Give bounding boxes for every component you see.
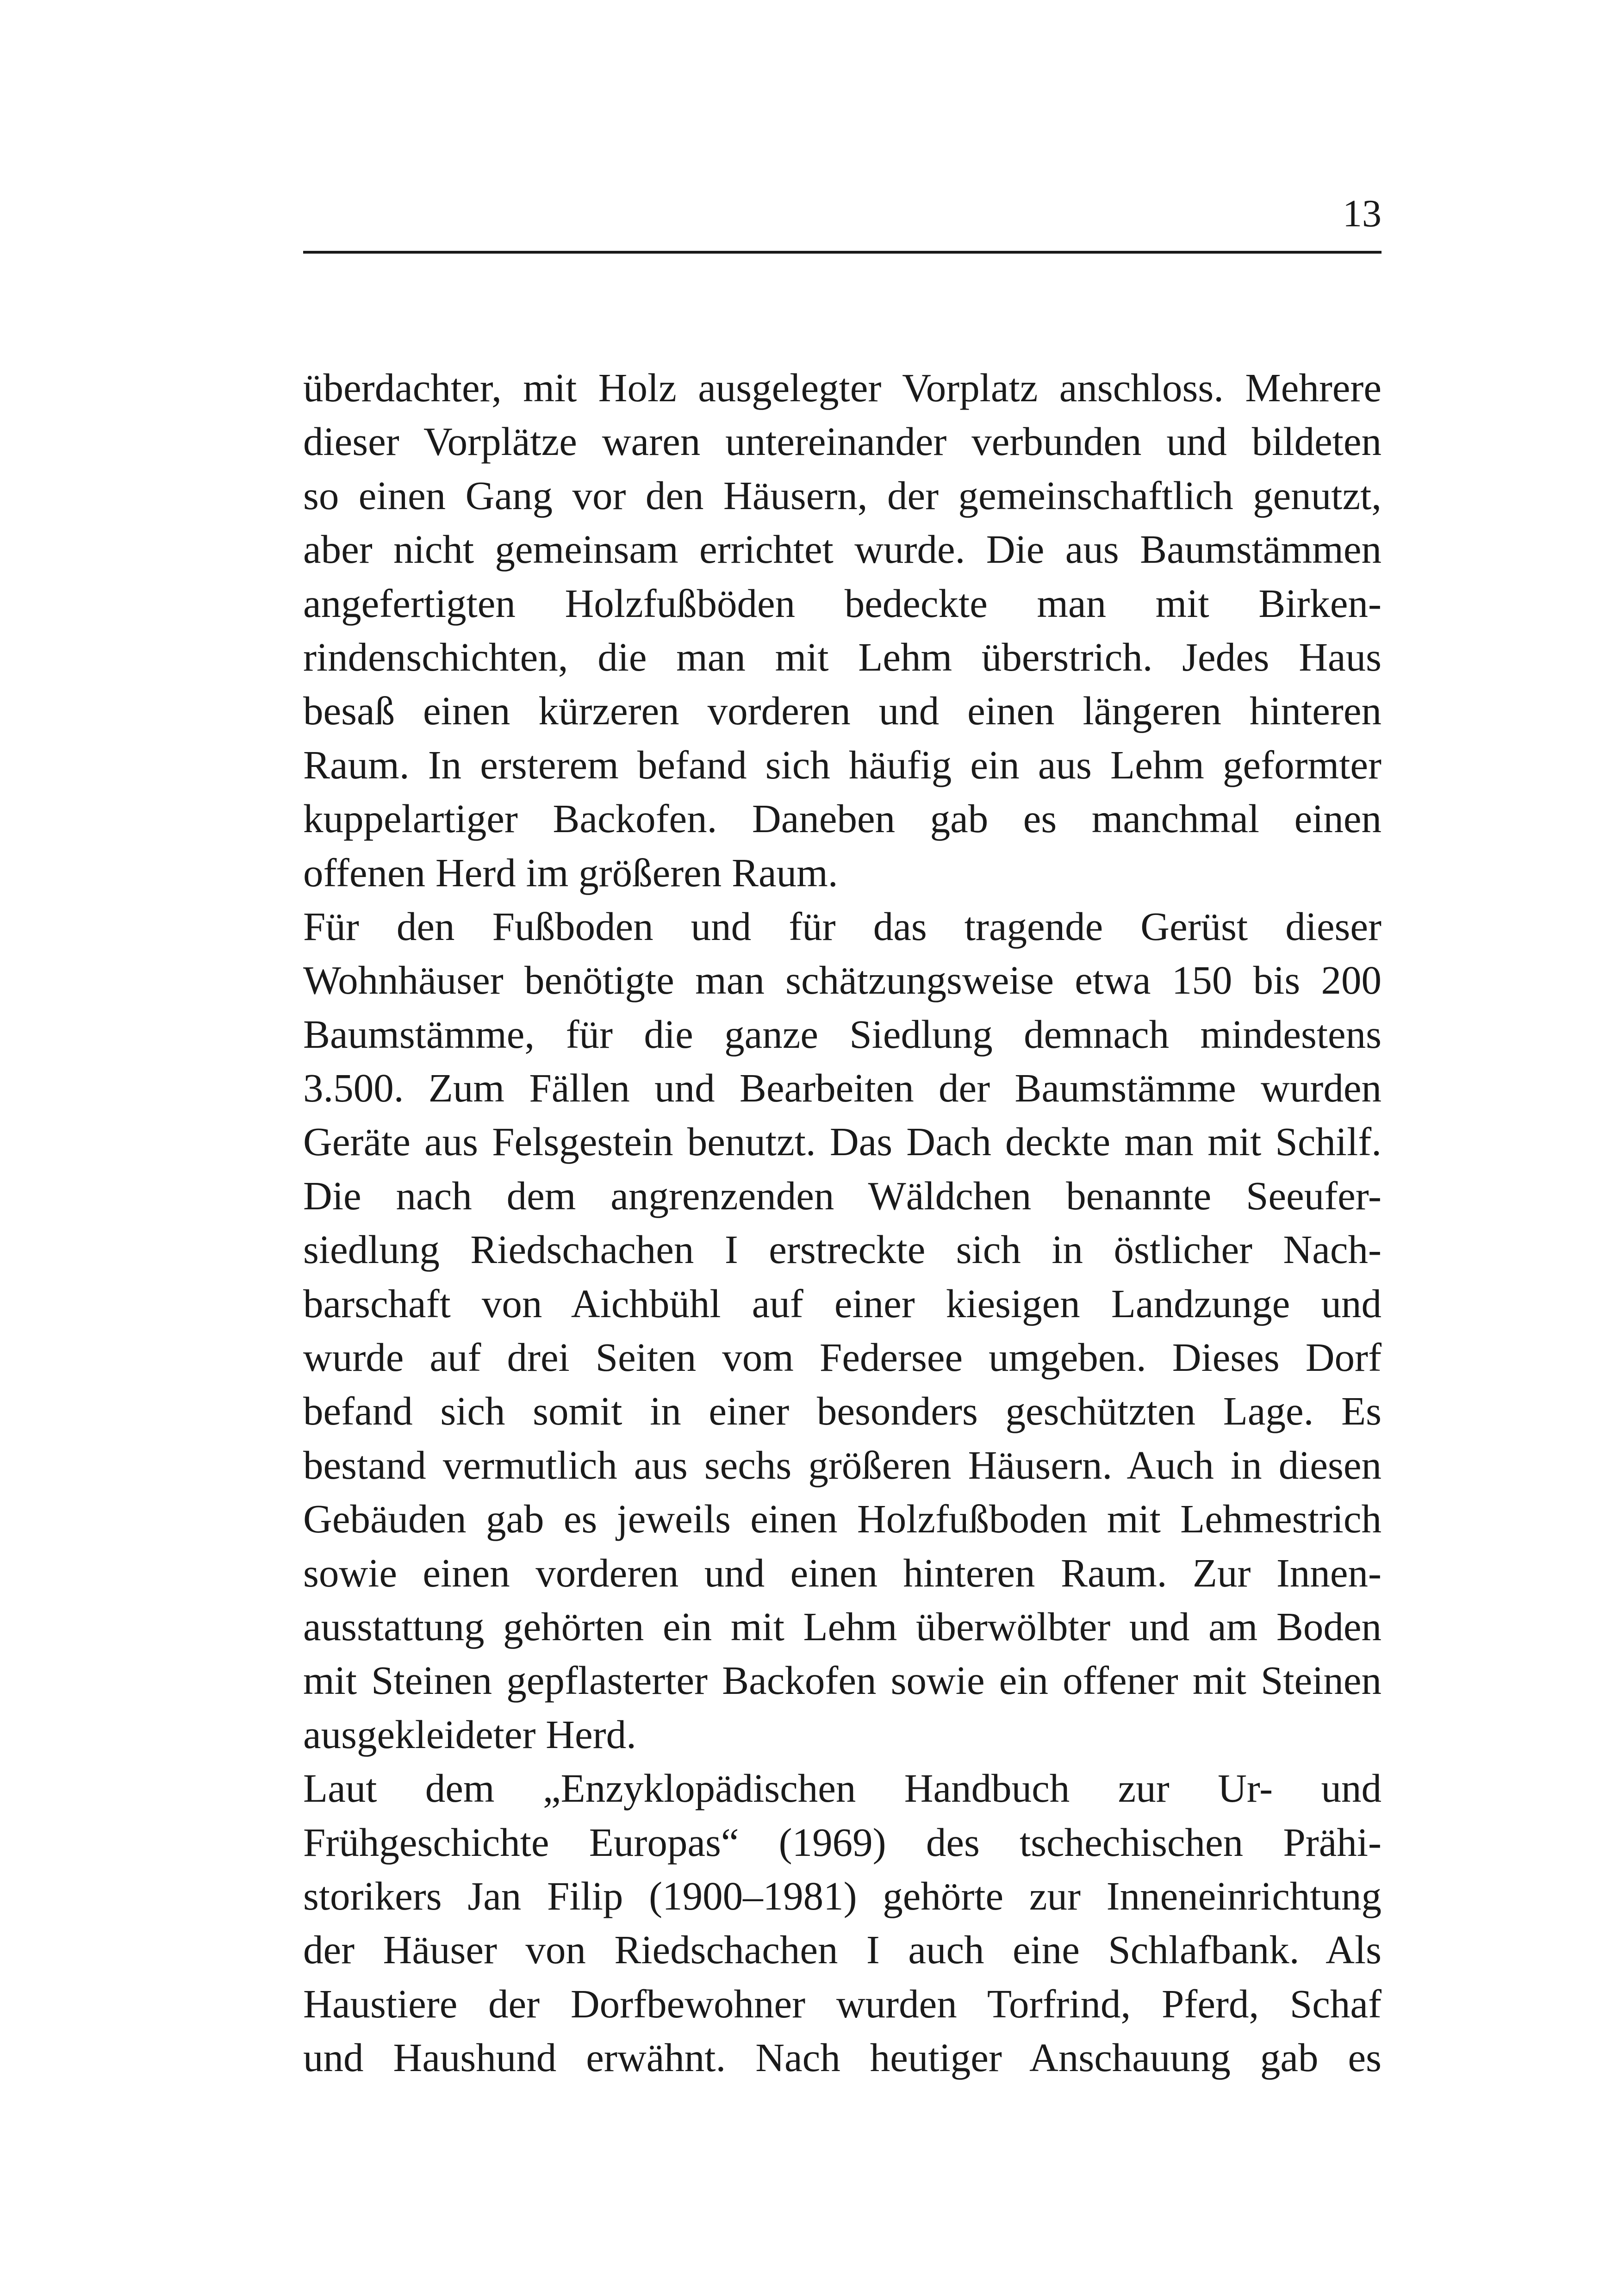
text-line: 3.500. Zum Fällen und Bearbeiten der Baumstämme wurden [303,1065,1382,1111]
text-line: ausstattung gehörten ein mit Lehm überwölbter und am Boden [303,1604,1382,1649]
text-line: ausgekleideter Herd. [303,1711,636,1757]
header-rule [303,251,1382,254]
text-line: Geräte aus Felsgestein benutzt. Das Dach deckte man mit Schilf. [303,1119,1382,1164]
page-number: 13 [1343,192,1382,235]
text-line: so einen Gang vor den Häusern, der gemeinschaftlich genutzt, [303,473,1382,518]
text-line: angefertigten Holzfußböden bedeckte man mit Birken- [303,580,1382,626]
text-line: und Haushund erwähnt. Nach heutiger Anschauung gab es [303,2035,1382,2080]
text-line: Gebäuden gab es jeweils einen Holzfußboden mit Lehmestrich [303,1496,1382,1542]
text-line: Haustiere der Dorfbewohner wurden Torfrind, Pferd, Schaf [303,1981,1382,2026]
text-line: aber nicht gemeinsam errichtet wurde. Die aus Baumstämmen [303,527,1382,572]
text-line: barschaft von Aichbühl auf einer kiesigen Landzunge und [303,1281,1382,1326]
text-line: Laut dem „Enzyklopädischen Handbuch zur Ur- und [303,1766,1382,1811]
text-line: storikers Jan Filip (1900–1981) gehörte zur Inneneinrichtung [303,1873,1382,1918]
text-line: rindenschichten, die man mit Lehm überstrich. Jedes Haus [303,634,1382,679]
text-line: sowie einen vorderen und einen hinteren Raum. Zur Innen- [303,1550,1382,1595]
text-line: mit Steinen gepflasterter Backofen sowie ein offener mit Steinen [303,1658,1382,1703]
text-line: Frühgeschichte Europas“ (1969) des tschechischen Prähi- [303,1819,1382,1865]
text-line: überdachter, mit Holz ausgelegter Vorplatz anschloss. Mehrere [303,365,1382,410]
text-line: siedlung Riedschachen I erstreckte sich in östlicher Nach- [303,1227,1382,1272]
text-line: Raum. In ersterem befand sich häufig ein aus Lehm geformter [303,742,1382,787]
text-line: Die nach dem angrenzenden Wäldchen benannte Seeufer- [303,1173,1382,1218]
text-line: kuppelartiger Backofen. Daneben gab es manchmal einen [303,796,1382,841]
text-line: besaß einen kürzeren vorderen und einen längeren hinteren [303,688,1382,734]
text-line: bestand vermutlich aus sechs größeren Häusern. Auch in diesen [303,1442,1382,1487]
text-line: offenen Herd im größeren Raum. [303,850,838,895]
text-line: der Häuser von Riedschachen I auch eine Schlafbank. Als [303,1927,1382,1972]
body-text [303,361,1382,2085]
text-line: wurde auf drei Seiten vom Federsee umgeben. Dieses Dorf [303,1335,1382,1380]
text-line: Baumstämme, für die ganze Siedlung demnach mindestens [303,1011,1382,1057]
text-line: dieser Vorplätze waren untereinander verbunden und bildeten [303,419,1382,464]
text-line: befand sich somit in einer besonders geschützten Lage. Es [303,1388,1382,1434]
text-line: Wohnhäuser benötigte man schätzungsweise etwa 150 bis 200 [303,958,1382,1003]
text-line: Für den Fußboden und für das tragende Gerüst dieser [303,903,1382,949]
